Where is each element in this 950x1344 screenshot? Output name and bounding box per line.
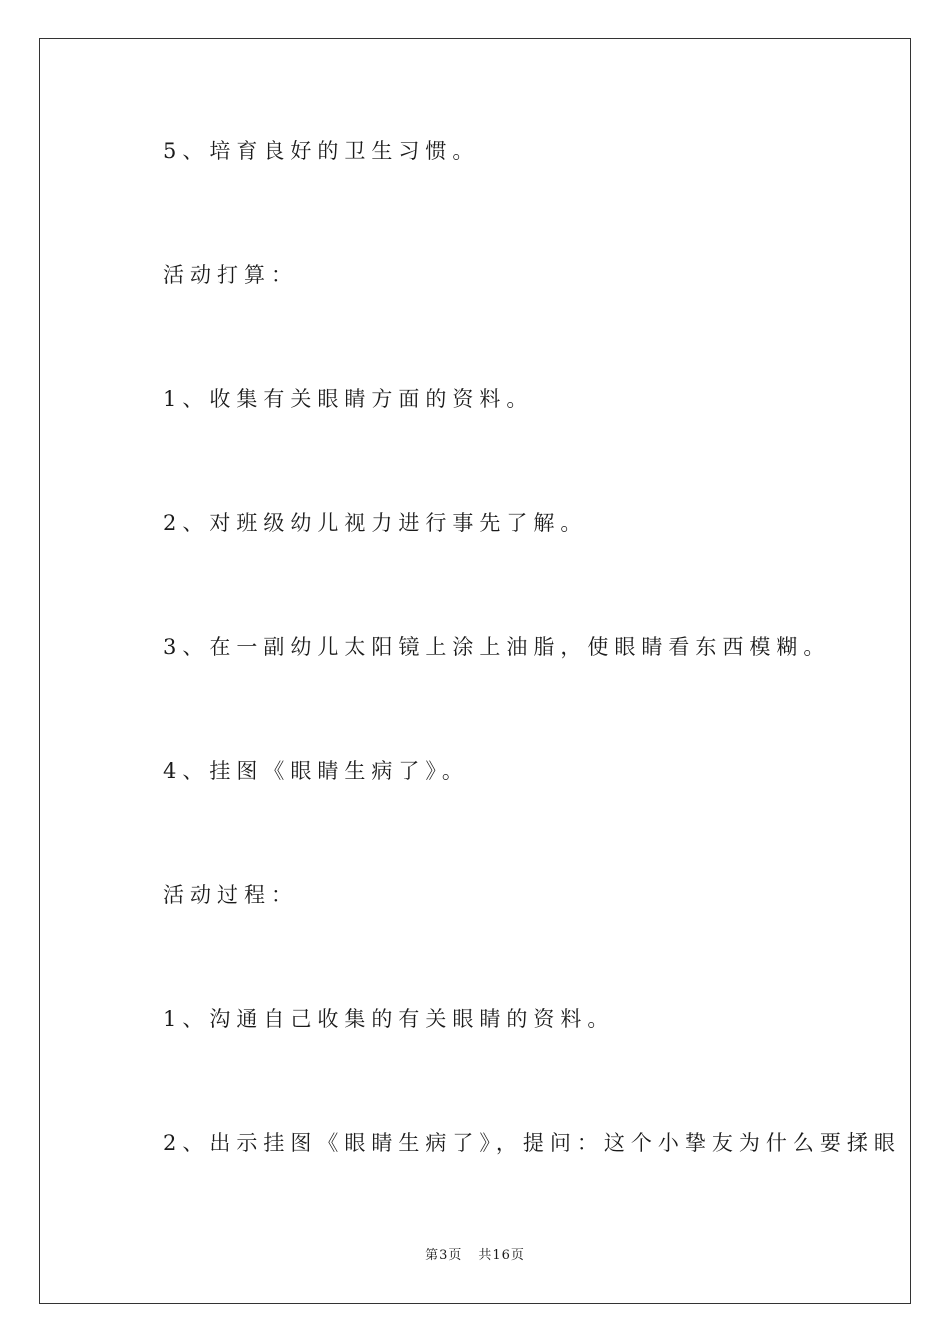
- text-line: 5、培育良好的卫生习惯。: [163, 139, 480, 163]
- text-line: 1、收集有关眼睛方面的资料。: [163, 387, 534, 411]
- text-line: 2、对班级幼儿视力进行事先了解。: [163, 511, 588, 535]
- page-frame: [39, 38, 911, 1304]
- text-line: 2、出示挂图《眼睛生病了》，提问：这个小挚友为什么要揉眼: [163, 1131, 901, 1155]
- section-heading: 活动打算：: [163, 263, 298, 287]
- page-number: 第3页: [425, 1248, 463, 1263]
- page-total: 共16页: [478, 1248, 525, 1263]
- section-heading: 活动过程：: [163, 883, 298, 907]
- text-line: 1、沟通自己收集的有关眼睛的资料。: [163, 1007, 615, 1031]
- text-line: 4、挂图《眼睛生病了》。: [163, 759, 469, 783]
- text-line: 3、在一副幼儿太阳镜上涂上油脂，使眼睛看东西模糊。: [163, 635, 831, 659]
- page-footer: [0, 1246, 950, 1266]
